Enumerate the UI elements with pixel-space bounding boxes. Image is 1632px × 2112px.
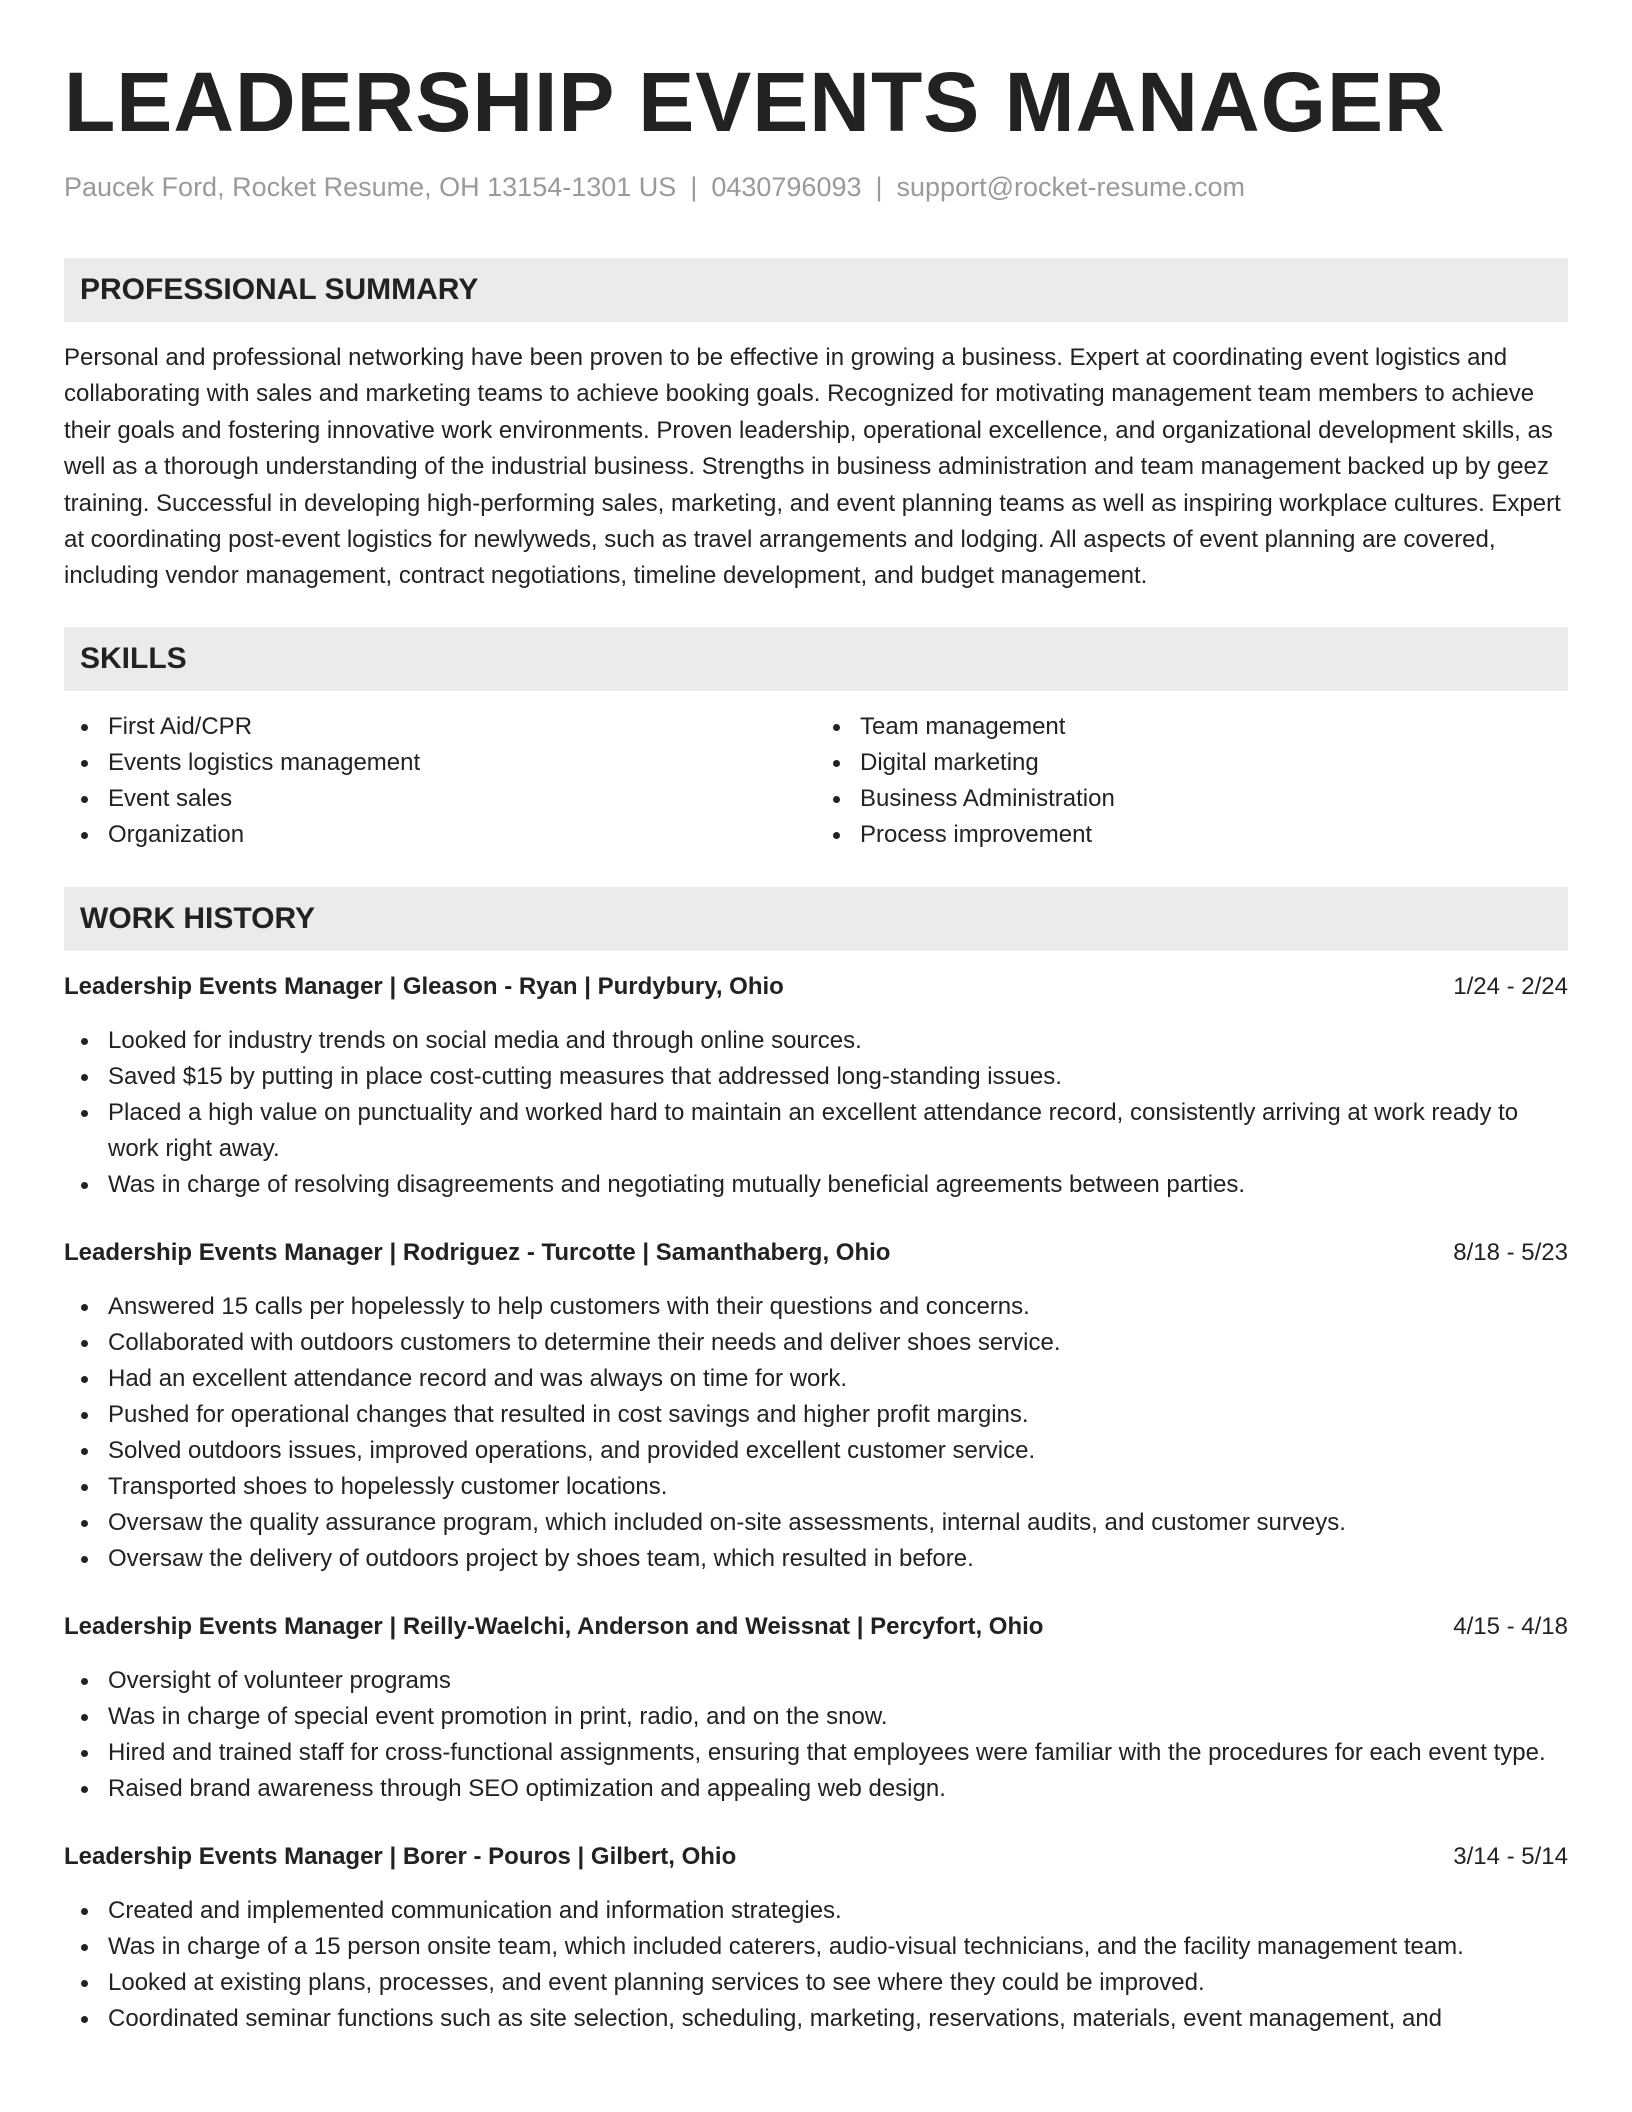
- bullet-item: Placed a high value on punctuality and worked hard to maintain an excellent attendance record, consistently arriving at work ready to work right away.: [108, 1095, 1568, 1167]
- skills-list-right: [816, 709, 1568, 853]
- bullet-item: Saved $15 by putting in place cost-cutting measures that addressed long-standing issues.: [108, 1059, 1568, 1095]
- separator: |: [690, 172, 698, 202]
- skill-item: Organization: [108, 817, 816, 853]
- bullet-item: Collaborated with outdoors customers to determine their needs and deliver shoes service.: [108, 1325, 1568, 1361]
- contact-line: [64, 170, 1568, 204]
- job-dates: 3/14 - 5/14: [1453, 1842, 1568, 1870]
- phone-text: 0430796093: [711, 172, 862, 202]
- section-header-skills: SKILLS: [64, 627, 1568, 691]
- bullet-item: Created and implemented communication and information strategies.: [108, 1893, 1568, 1929]
- bullet-item: Solved outdoors issues, improved operations, and provided excellent customer service.: [108, 1433, 1568, 1469]
- job-header: [64, 969, 1568, 1005]
- bullet-item: Answered 15 calls per hopelessly to help customers with their questions and concerns.: [108, 1289, 1568, 1325]
- section-header-work-history: WORK HISTORY: [64, 887, 1568, 951]
- job-heading: Leadership Events Manager | Borer - Pouros | Gilbert, Ohio: [64, 1842, 737, 1870]
- bullet-item: Had an excellent attendance record and was always on time for work.: [108, 1361, 1568, 1397]
- bullet-item: Was in charge of special event promotion in print, radio, and on the snow.: [108, 1699, 1568, 1735]
- job-bullets: [64, 1663, 1568, 1807]
- bullet-item: Oversaw the delivery of outdoors project by shoes team, which resulted in before.: [108, 1541, 1568, 1577]
- skill-item: Events logistics management: [108, 745, 816, 781]
- bullet-item: Coordinated seminar functions such as site selection, scheduling, marketing, reservations, materials, event management, and: [108, 2001, 1568, 2037]
- job-entry: [64, 969, 1568, 1203]
- skill-item: Process improvement: [860, 817, 1568, 853]
- job-dates: 1/24 - 2/24: [1453, 972, 1568, 1000]
- bullet-item: Looked at existing plans, processes, and event planning services to see where they could be improved.: [108, 1965, 1568, 2001]
- bullet-item: Was in charge of a 15 person onsite team, which included caterers, audio-visual technicians, and the facility management team.: [108, 1929, 1568, 1965]
- skills-grid: [64, 709, 1568, 853]
- bullet-item: Looked for industry trends on social media and through online sources.: [108, 1023, 1568, 1059]
- job-bullets: [64, 1023, 1568, 1203]
- section-header-summary: PROFESSIONAL SUMMARY: [64, 258, 1568, 322]
- job-header: [64, 1609, 1568, 1645]
- bullet-item: Oversaw the quality assurance program, which included on-site assessments, internal audits, and customer surveys.: [108, 1505, 1568, 1541]
- bullet-item: Pushed for operational changes that resulted in cost savings and higher profit margins.: [108, 1397, 1568, 1433]
- job-bullets: [64, 1893, 1568, 2037]
- skill-item: First Aid/CPR: [108, 709, 816, 745]
- bullet-item: Raised brand awareness through SEO optimization and appealing web design.: [108, 1771, 1568, 1807]
- summary-text: Personal and professional networking have been proven to be effective in growing a business. Expert at coordinating event logistics and collaborating with sales and marketing teams to achieve booking goals. Recognized for motivating management team members to achieve their goals and fostering innovative work environments. Proven leadership, operational excellence, and organizational development skills, as well as a thorough understanding of the industrial business. Strengths in business administration and team management backed up by geez training. Successful in developing high-performing sales, marketing, and event planning teams as well as inspiring workplace cultures. Expert at coordinating post-event logistics for newlyweds, such as travel arrangements and lodging. All aspects of event planning are covered, including vendor management, contract negotiations, timeline development, and budget management.: [64, 344, 1561, 590]
- job-header: [64, 1839, 1568, 1875]
- skill-item: Event sales: [108, 781, 816, 817]
- job-heading: Leadership Events Manager | Rodriguez - Turcotte | Samanthaberg, Ohio: [64, 1238, 891, 1266]
- job-heading: Leadership Events Manager | Reilly-Waelchi, Anderson and Weissnat | Percyfort, Ohio: [64, 1612, 1044, 1640]
- skill-item: Business Administration: [860, 781, 1568, 817]
- job-entry: [64, 1609, 1568, 1807]
- bullet-item: Was in charge of resolving disagreements and negotiating mutually beneficial agreements between parties.: [108, 1167, 1568, 1203]
- bullet-item: Oversight of volunteer programs: [108, 1663, 1568, 1699]
- skill-item: Digital marketing: [860, 745, 1568, 781]
- job-dates: 4/15 - 4/18: [1453, 1612, 1568, 1640]
- job-header: [64, 1235, 1568, 1271]
- bullet-item: Hired and trained staff for cross-functional assignments, ensuring that employees were familiar with the procedures for each event type.: [108, 1735, 1568, 1771]
- address-text: Paucek Ford, Rocket Resume, OH 13154-1301 US: [64, 172, 677, 202]
- job-heading: Leadership Events Manager | Gleason - Ryan | Purdybury, Ohio: [64, 972, 784, 1000]
- bullet-item: Transported shoes to hopelessly customer locations.: [108, 1469, 1568, 1505]
- resume-title: LEADERSHIP EVENTS MANAGER: [64, 55, 1446, 149]
- job-dates: 8/18 - 5/23: [1453, 1238, 1568, 1266]
- job-entry: [64, 1839, 1568, 2037]
- job-entry: [64, 1235, 1568, 1577]
- resume-page: [64, 52, 1568, 2037]
- separator: |: [875, 172, 883, 202]
- job-bullets: [64, 1289, 1568, 1577]
- skills-list-left: [64, 709, 816, 853]
- skill-item: Team management: [860, 709, 1568, 745]
- email-text: support@rocket-resume.com: [896, 172, 1246, 202]
